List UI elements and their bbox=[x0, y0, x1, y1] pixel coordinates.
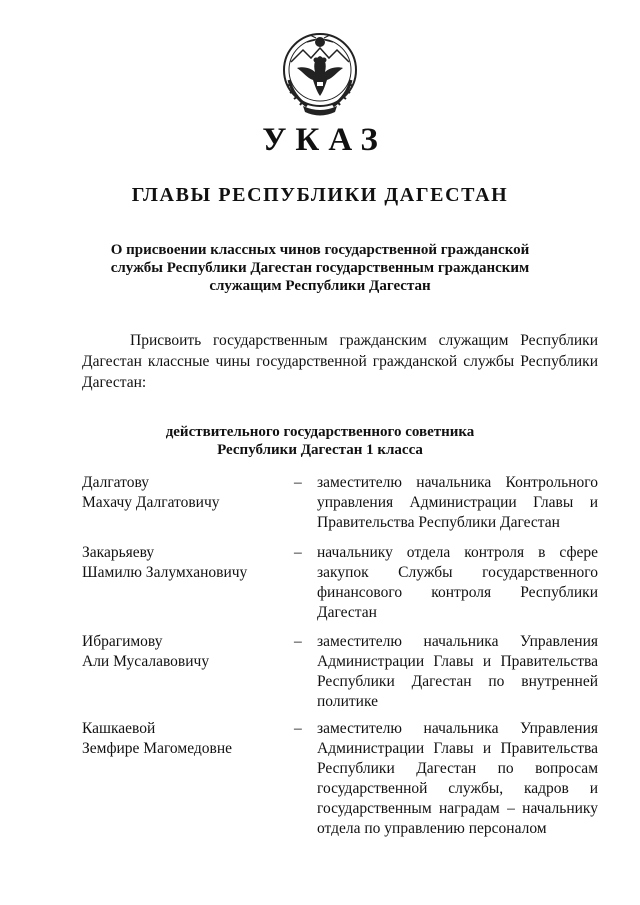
document-subtitle: ГЛАВЫ РЕСПУБЛИКИ ДАГЕСТАН bbox=[131, 184, 509, 206]
appointee-position: заместителю начальника Контрольного управления Администрации Главы и Правительства Республики Дагестан bbox=[317, 474, 598, 531]
decree-heading: О присвоении классных чинов государственной гражданской службы Республики Дагестан государственным гражданским служащим Республики Дагестан bbox=[110, 242, 530, 294]
decree-intro: Присвоить государственным гражданским служащим Республики Дагестан классные чины государственной гражданской службы Республики Дагестан: bbox=[82, 332, 598, 391]
appointee-position: заместителю начальника Управления Администрации Главы и Правительства Республики Дагестан по вопросам государственной службы, кадров и государственным наградам – начальнику отдела по управлению персоналом bbox=[317, 720, 598, 837]
coat-of-arms-icon bbox=[277, 22, 363, 122]
dash-separator: – bbox=[294, 474, 302, 491]
appointee-name: Кашкаевой Земфире Магомедовне bbox=[82, 720, 232, 757]
appointee-position: начальнику отдела контроля в сфере закупок Службы государственного финансового контроля Республики Дагестан bbox=[317, 544, 598, 621]
appointee-name: Далгатову Махачу Далгатовичу bbox=[82, 474, 220, 511]
appointee-position: заместителю начальника Управления Администрации Главы и Правительства Республики Дагестан по внутренней политике bbox=[317, 633, 598, 710]
dash-separator: – bbox=[294, 633, 302, 650]
document-title: УКАЗ bbox=[262, 122, 387, 158]
rank-heading: действительного государственного советника Республики Дагестан 1 класса bbox=[165, 424, 475, 458]
dash-separator: – bbox=[294, 544, 302, 561]
dash-separator: – bbox=[294, 720, 302, 737]
appointee-name: Закарьяеву Шамилю Залумхановичу bbox=[82, 544, 248, 581]
appointee-name: Ибрагимову Али Мусалавовичу bbox=[82, 633, 210, 670]
